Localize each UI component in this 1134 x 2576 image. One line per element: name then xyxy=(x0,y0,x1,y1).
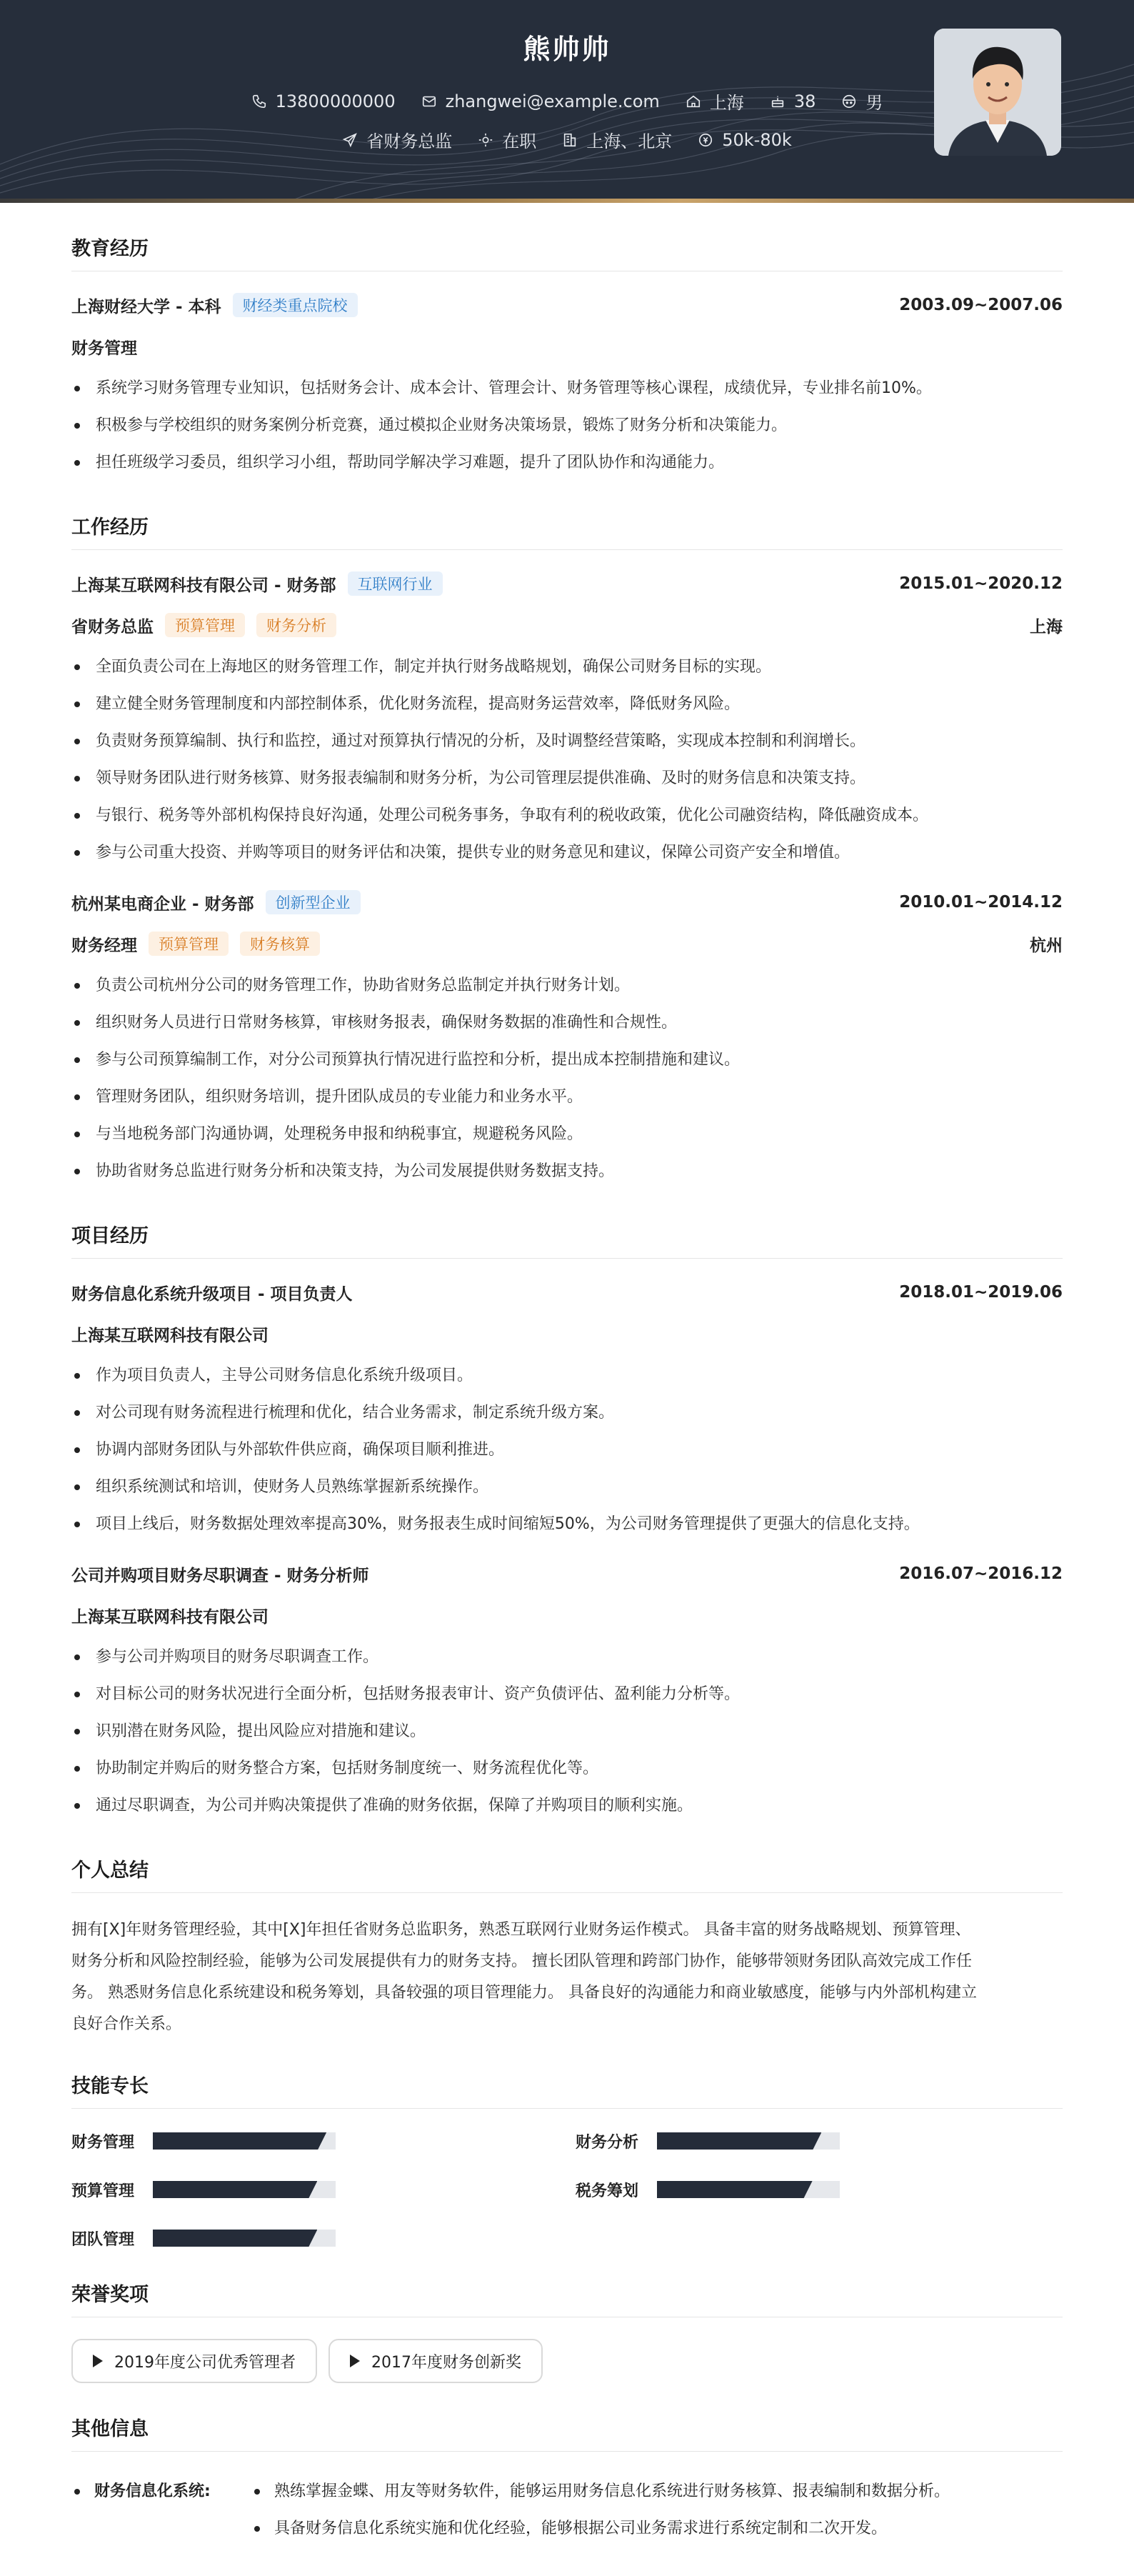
entry-date: 2010.01~2014.12 xyxy=(899,893,1063,912)
skill-tag: 财务分析 xyxy=(256,613,336,637)
skill-item xyxy=(71,2179,576,2200)
list-item: 与银行、税务等外部机构保持良好沟通，处理公司税务事务，争取有利的税收政策，优化公司融资结构，降低融资成本。 xyxy=(71,797,1063,834)
list-item: 协助制定并购后的财务整合方案，包括财务制度统一、财务流程优化等。 xyxy=(71,1750,1063,1787)
phone-icon xyxy=(251,94,267,109)
list-item: 组织系统测试和培训，使财务人员熟练掌握新系统操作。 xyxy=(71,1469,1063,1506)
skill-item xyxy=(576,2179,1063,2200)
position-row xyxy=(71,613,1063,637)
project-company-row xyxy=(71,1603,1063,1627)
bullet-list xyxy=(71,649,1063,872)
award-badge xyxy=(328,2339,543,2383)
skill-tag: 预算管理 xyxy=(165,613,245,637)
bullet-list xyxy=(71,1357,1063,1543)
industry-tag: 创新型企业 xyxy=(266,890,361,914)
cake-icon xyxy=(770,94,786,109)
skill-label: 财务管理 xyxy=(71,2133,135,2152)
section-title: 荣誉奖项 xyxy=(71,2279,1063,2317)
list-item: 与当地税务部门沟通协调，处理税务申报和纳税事宜，规避税务风险。 xyxy=(71,1116,1063,1153)
section-title: 教育经历 xyxy=(71,233,1063,271)
project-name: 公司并购项目财务尽职调查 - 财务分析师 xyxy=(71,1566,369,1585)
list-item: 熟练掌握金蝶、用友等财务软件，能够运用财务信息化系统进行财务核算、报表编制和数据分析。 xyxy=(251,2473,950,2510)
skill-bar xyxy=(657,2181,840,2198)
summary-section xyxy=(71,1854,1063,2040)
age-text: 38 xyxy=(793,91,816,111)
coin-icon xyxy=(698,132,713,148)
avatar-portrait xyxy=(934,29,1061,156)
send-icon xyxy=(342,132,358,148)
email-info xyxy=(421,91,660,111)
skill-bar-fill xyxy=(153,2132,326,2150)
salary-text: 50k-80k xyxy=(722,129,792,150)
list-item: 负责公司杭州分公司的财务管理工作，协助省财务总监制定并执行财务计划。 xyxy=(71,967,1063,1004)
major-name: 财务管理 xyxy=(71,339,137,358)
phone-info xyxy=(251,91,396,111)
job-title-text: 省财务总监 xyxy=(366,131,453,151)
skill-bar-fill xyxy=(153,2181,317,2198)
city-text: 上海 xyxy=(709,93,744,113)
candidate-name: 熊帅帅 xyxy=(523,34,611,65)
skill-label: 预算管理 xyxy=(71,2182,135,2200)
award-list xyxy=(71,2339,1063,2383)
age-info xyxy=(770,91,816,111)
salary-info xyxy=(698,130,792,150)
skill-item xyxy=(576,2130,1063,2152)
project-entry xyxy=(71,1562,1063,1824)
building-icon xyxy=(562,132,578,148)
list-item: 参与公司预算编制工作，对分公司预算执行情况进行监控和分析，提出成本控制措施和建议。 xyxy=(71,1042,1063,1079)
person-icon xyxy=(841,94,857,109)
city-info xyxy=(686,89,744,114)
list-item: 对目标公司的财务状况进行全面分析，包括财务报表审计、资产负债评估、盈利能力分析等。 xyxy=(71,1676,1063,1713)
target-city-info xyxy=(562,127,672,152)
list-item: 具备财务信息化系统实施和优化经验，能够根据公司业务需求进行系统定制和二次开发。 xyxy=(251,2510,950,2547)
project-entry xyxy=(71,1280,1063,1543)
other-section xyxy=(71,2413,1063,2547)
location: 杭州 xyxy=(1030,936,1063,955)
project-name: 财务信息化系统升级项目 - 项目负责人 xyxy=(71,1284,353,1304)
skill-bar xyxy=(153,2230,336,2247)
list-item: 参与公司并购项目的财务尽职调查工作。 xyxy=(71,1639,1063,1676)
resume-header xyxy=(0,0,1134,203)
list-item: 项目上线后，财务数据处理效率提高30%，财务报表生成时间缩短50%，为公司财务管理提供了更强大的信息化支持。 xyxy=(71,1506,1063,1543)
school-name: 上海财经大学 - 本科 xyxy=(71,297,221,316)
status-info xyxy=(478,127,536,152)
project-company: 上海某互联网科技有限公司 xyxy=(71,1607,269,1627)
skill-item xyxy=(71,2227,576,2249)
list-item: 领导财务团队进行财务核算、财务报表编制和财务分析，为公司管理层提供准确、及时的财务信息和决策支持。 xyxy=(71,760,1063,797)
awards-section xyxy=(71,2279,1063,2383)
list-item: 协调内部财务团队与外部软件供应商，确保项目顺利推进。 xyxy=(71,1432,1063,1469)
entry-date: 2015.01~2020.12 xyxy=(899,574,1063,593)
bullet-list xyxy=(71,370,1063,481)
section-title: 其他信息 xyxy=(71,2413,1063,2452)
target-city-text: 上海、北京 xyxy=(586,131,673,151)
skill-bar xyxy=(153,2181,336,2198)
section-title: 技能专长 xyxy=(71,2070,1063,2109)
work-entry xyxy=(71,571,1063,872)
list-item: 协助省财务总监进行财务分析和决策支持，为公司发展提供财务数据支持。 xyxy=(71,1153,1063,1190)
school-tag: 财经类重点院校 xyxy=(233,293,358,317)
project-section xyxy=(71,1220,1063,1824)
work-section xyxy=(71,511,1063,1190)
list-item: 负责财务预算编制、执行和监控，通过对预算执行情况的分析，及时调整经营策略，实现成本控制和利润增长。 xyxy=(71,723,1063,760)
gender-info xyxy=(841,89,883,114)
award-label: 2019年度公司优秀管理者 xyxy=(114,2353,296,2372)
industry-tag: 互联网行业 xyxy=(348,571,443,596)
award-label: 2017年度财务创新奖 xyxy=(371,2353,521,2372)
list-item: 参与公司重大投资、并购等项目的财务评估和决策，提供专业的财务意见和建议，保障公司资产安全和增值。 xyxy=(71,834,1063,872)
list-item: 建立健全财务管理制度和内部控制体系，优化财务流程，提高财务运营效率，降低财务风险。 xyxy=(71,686,1063,723)
skill-label: 财务分析 xyxy=(576,2133,639,2152)
job-title-info xyxy=(342,127,452,152)
mail-icon xyxy=(421,94,437,109)
section-title: 工作经历 xyxy=(71,511,1063,550)
skill-bar-fill xyxy=(657,2181,813,2198)
summary-line: 财务分析和风险控制经验，能够为公司发展提供有力的财务支持。 擅长团队管理和跨部门协作，能够带领财务团队高效完成工作任 xyxy=(71,1952,972,1970)
education-entry xyxy=(71,293,1063,481)
entry-date: 2003.09~2007.06 xyxy=(899,296,1063,314)
list-item: 通过尽职调查，为公司并购决策提供了准确的财务依据，保障了并购项目的顺利实施。 xyxy=(71,1787,1063,1824)
location: 上海 xyxy=(1030,617,1063,636)
award-badge xyxy=(71,2339,317,2383)
work-entry xyxy=(71,890,1063,1190)
entry-header xyxy=(71,571,1063,596)
email-text: zhangwei@example.com xyxy=(445,91,660,111)
skill-tag: 财务核算 xyxy=(240,932,320,956)
section-title: 个人总结 xyxy=(71,1854,1063,1893)
project-company: 上海某互联网科技有限公司 xyxy=(71,1326,269,1345)
major-row xyxy=(71,334,1063,359)
skill-tag: 预算管理 xyxy=(149,932,229,956)
list-item: 全面负责公司在上海地区的财务管理工作，制定并执行财务战略规划，确保公司财务目标的实现。 xyxy=(71,649,1063,686)
other-info-label: 财务信息化系统: xyxy=(71,2473,251,2547)
project-company-row xyxy=(71,1322,1063,1346)
other-info-list xyxy=(251,2473,950,2547)
bullet-list xyxy=(71,967,1063,1190)
skill-bar xyxy=(153,2132,336,2150)
summary-text xyxy=(71,1914,1063,2040)
summary-line: 良好合作关系。 xyxy=(71,2015,182,2033)
list-item: 担任班级学习委员，组织学习小组，帮助同学解决学习难题，提升了团队协作和沟通能力。 xyxy=(71,444,1063,481)
status-text: 在职 xyxy=(502,131,537,151)
play-icon xyxy=(350,2355,360,2367)
bullet-list xyxy=(71,1639,1063,1824)
skill-bar-fill xyxy=(153,2230,317,2247)
list-item: 积极参与学校组织的财务案例分析竞赛，通过模拟企业财务决策场景，锻炼了财务分析和决策能力。 xyxy=(71,407,1063,444)
skill-grid xyxy=(71,2130,1063,2249)
skills-section xyxy=(71,2070,1063,2249)
entry-date: 2016.07~2016.12 xyxy=(899,1564,1063,1583)
entry-header xyxy=(71,1280,1063,1304)
list-item: 组织财务人员进行日常财务核算，审核财务报表，确保财务数据的准确性和合规性。 xyxy=(71,1004,1063,1042)
list-item: 管理财务团队，组织财务培训，提升团队成员的专业能力和业务水平。 xyxy=(71,1079,1063,1116)
list-item: 作为项目负责人，主导公司财务信息化系统升级项目。 xyxy=(71,1357,1063,1394)
entry-header xyxy=(71,1562,1063,1586)
company-name: 上海某互联网科技有限公司 - 财务部 xyxy=(71,576,336,595)
entry-date: 2018.01~2019.06 xyxy=(899,1283,1063,1302)
other-info-row xyxy=(71,2473,1063,2547)
gender-text: 男 xyxy=(865,93,883,113)
phone-text: 13800000000 xyxy=(275,91,396,111)
list-item: 系统学习财务管理专业知识，包括财务会计、成本会计、管理会计、财务管理等核心课程，成绩优异，专业排名前10%。 xyxy=(71,370,1063,407)
skill-bar-fill xyxy=(657,2132,821,2150)
entry-header xyxy=(71,890,1063,914)
section-title: 项目经历 xyxy=(71,1220,1063,1259)
position-name: 财务经理 xyxy=(71,936,137,955)
play-icon xyxy=(93,2355,103,2367)
list-item: 识别潜在财务风险，提出风险应对措施和建议。 xyxy=(71,1713,1063,1750)
home-icon xyxy=(686,94,701,109)
resume-content xyxy=(71,203,1063,2547)
summary-line: 务。 熟悉财务信息化系统建设和税务筹划，具备较强的项目管理能力。 具备良好的沟通能力和商业敏感度，能够与内外部机构建立 xyxy=(71,1984,977,2002)
company-name: 杭州某电商企业 - 财务部 xyxy=(71,894,254,914)
summary-line: 拥有[X]年财务管理经验，其中[X]年担任省财务总监职务，熟悉互联网行业财务运作模式。 具备丰富的财务战略规划、预算管理、 xyxy=(71,1921,971,1939)
position-row xyxy=(71,932,1063,956)
skill-label: 团队管理 xyxy=(71,2230,135,2249)
skill-label: 税务筹划 xyxy=(576,2182,639,2200)
list-item: 对公司现有财务流程进行梳理和优化，结合业务需求，制定系统升级方案。 xyxy=(71,1394,1063,1432)
avatar xyxy=(934,29,1061,156)
entry-header xyxy=(71,293,1063,317)
position-name: 省财务总监 xyxy=(71,617,154,636)
status-icon xyxy=(478,132,493,148)
education-section xyxy=(71,233,1063,481)
skill-item xyxy=(71,2130,576,2152)
skill-bar xyxy=(657,2132,840,2150)
